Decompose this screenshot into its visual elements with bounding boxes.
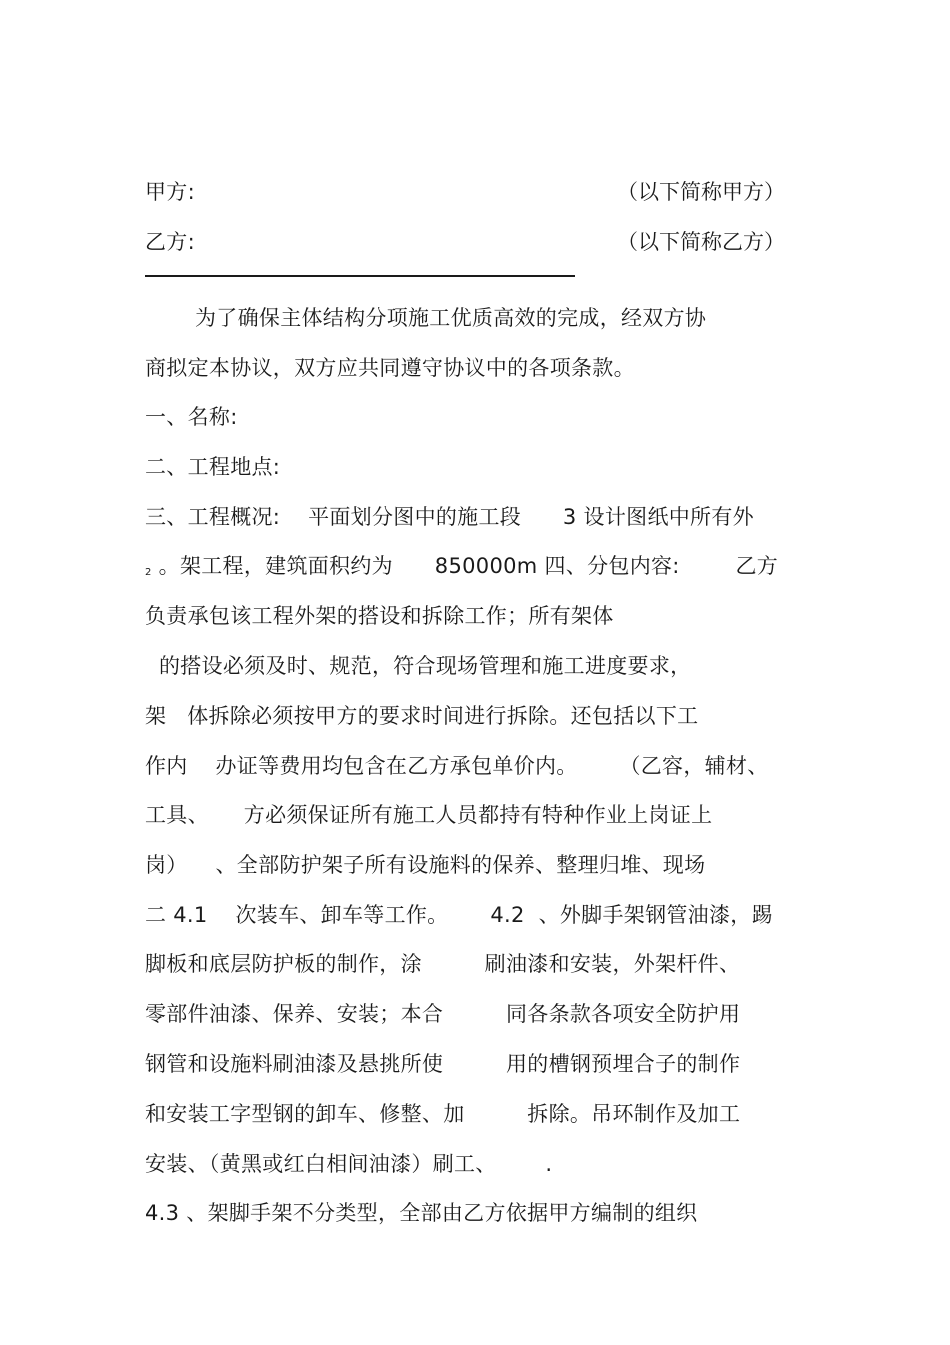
body-line-13: 二 4.1 次装车、卸车等工作。 4.2 、外脚手架钢管油漆，踢 <box>145 903 773 927</box>
signature-divider <box>145 275 575 277</box>
body-line-19: 4.3 、架脚手架不分类型，全部由乙方依据甲方编制的组织 <box>145 1201 698 1225</box>
body-line-6-text: 。架工程，建筑面积约为 850000m 四、分包内容: 乙方 <box>151 554 779 578</box>
section-name: 一、名称: <box>145 405 238 429</box>
party-a-label: 甲方: <box>145 180 195 204</box>
body-line-6 <box>145 552 778 587</box>
body-line-11: 工具、 方必须保证所有施工人员都持有特种作业上岗证上 <box>145 803 713 827</box>
body-line-14: 脚板和底层防护板的制作，涂 刷油漆和安装，外架杆件、 <box>145 952 741 976</box>
body-line-17: 和安装工字型钢的卸车、修整、加 拆除。吊环制作及加工 <box>145 1102 741 1126</box>
party-b-label: 乙方: <box>145 230 195 254</box>
party-a-note: （以下简称甲方） <box>617 180 785 204</box>
body-line-8: 的搭设必须及时、规范，符合现场管理和施工进度要求， <box>145 654 692 678</box>
body-line-18: 安装、（黄黑或红白相间油漆）刷工、 . <box>145 1152 553 1176</box>
body-line-7: 负责承包该工程外架的搭设和拆除工作；所有架体 <box>145 604 614 628</box>
party-b-note: （以下简称乙方） <box>617 230 785 254</box>
body-line-16: 钢管和设施料刷油漆及悬挑所使 用的槽钢预埋合子的制作 <box>145 1052 741 1076</box>
intro-line-1: 为了确保主体结构分项施工优质高效的完成，经双方协 <box>195 306 707 330</box>
intro-line-2: 商拟定本协议，双方应共同遵守协议中的各项条款。 <box>145 356 635 380</box>
body-line-10: 作内 办证等费用均包含在乙方承包单价内。 （乙容，辅材、 <box>145 754 769 778</box>
body-line-15: 零部件油漆、保养、安装；本合 同各条款各项安全防护用 <box>145 1002 741 1026</box>
body-line-9: 架 体拆除必须按甲方的要求时间进行拆除。还包括以下工 <box>145 704 699 728</box>
section-overview: 三、工程概况: 平面划分图中的施工段 3 设计图纸中所有外 <box>145 505 754 529</box>
superscript-mark: 2 <box>145 567 152 578</box>
body-line-12: 岗） 、全部防护架子所有设施料的保养、整理归堆、现场 <box>145 853 706 877</box>
section-location: 二、工程地点: <box>145 455 281 479</box>
